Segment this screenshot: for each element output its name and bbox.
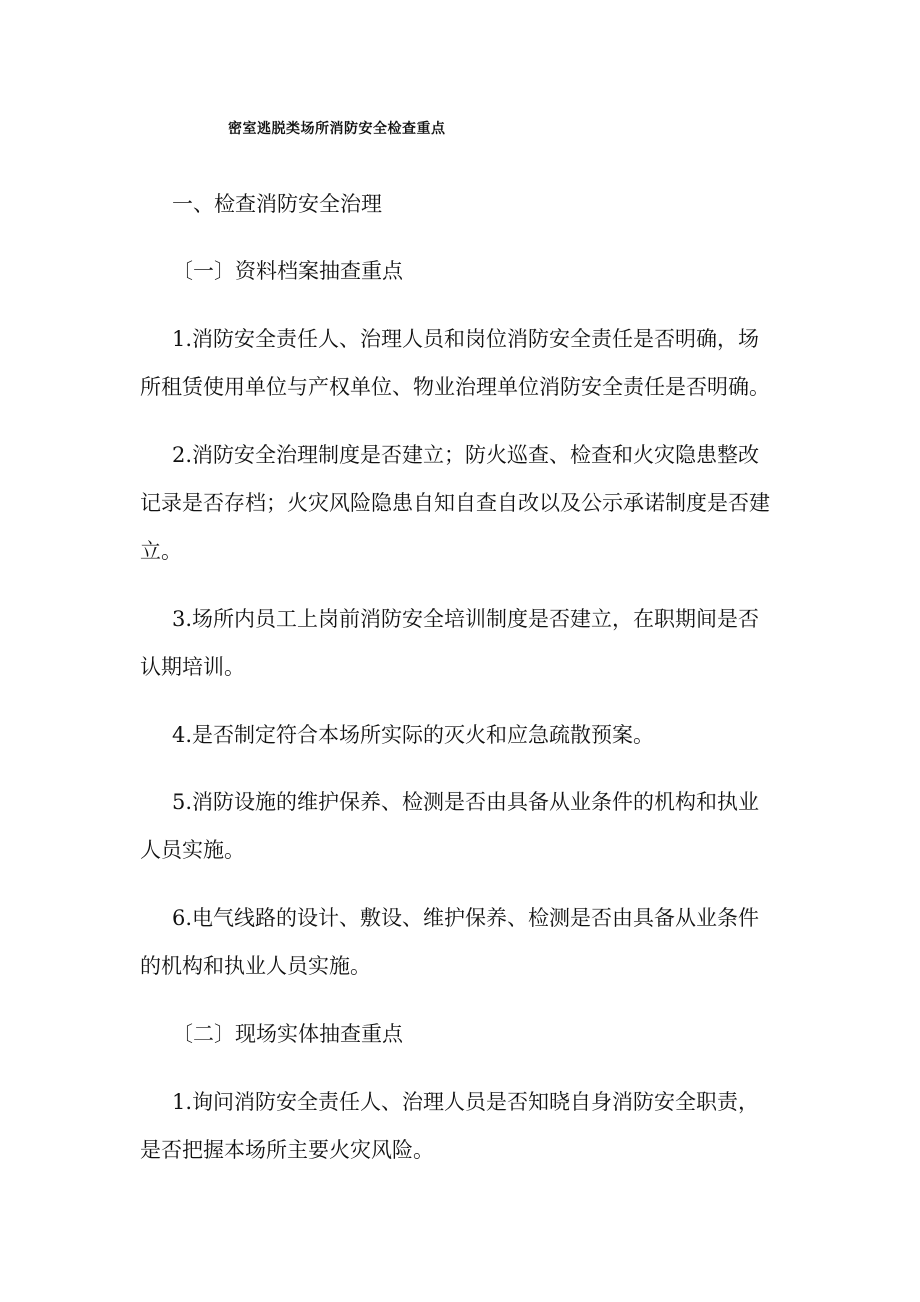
paragraph-line: 人员实施。	[140, 838, 245, 862]
section-heading: 一、检查消防安全治理	[172, 192, 382, 216]
paragraph-line: 1.消防安全责任人、治理人员和岗位消防安全责任是否明确，场	[172, 327, 760, 351]
paragraph-line: 4.是否制定符合本场所实际的灭火和应急疏散预案。	[172, 723, 655, 747]
paragraph-line: 记录是否存档；火灾风险隐患自知自查自改以及公示承诺制度是否建	[140, 491, 770, 515]
paragraph-line: 1.询问消防安全责任人、治理人员是否知晓自身消防安全职责，	[172, 1090, 760, 1114]
paragraph-line: 认期培训。	[140, 655, 245, 679]
paragraph-line: 所租赁使用单位与产权单位、物业治理单位消防安全责任是否明确。	[140, 375, 770, 399]
paragraph-line: 6.电气线路的设计、敷设、维护保养、检测是否由具备从业条件	[172, 906, 760, 930]
paragraph-line: 2.消防安全治理制度是否建立；防火巡查、检查和火灾隐患整改	[172, 443, 760, 467]
subsection-heading: 〔一〕资料档案抽查重点	[172, 259, 403, 283]
paragraph-line: 的机构和执业人员实施。	[140, 954, 371, 978]
document-title: 密室逃脱类场所消防安全检查重点	[228, 121, 446, 137]
paragraph-line: 立。	[140, 539, 182, 563]
paragraph-line: 5.消防设施的维护保养、检测是否由具备从业条件的机构和执业	[172, 790, 760, 814]
paragraph-line: 是否把握本场所主要火灾风险。	[140, 1138, 434, 1162]
subsection-heading: 〔二〕现场实体抽查重点	[172, 1022, 403, 1046]
paragraph-line: 3.场所内员工上岗前消防安全培训制度是否建立，在职期间是否	[172, 607, 760, 631]
